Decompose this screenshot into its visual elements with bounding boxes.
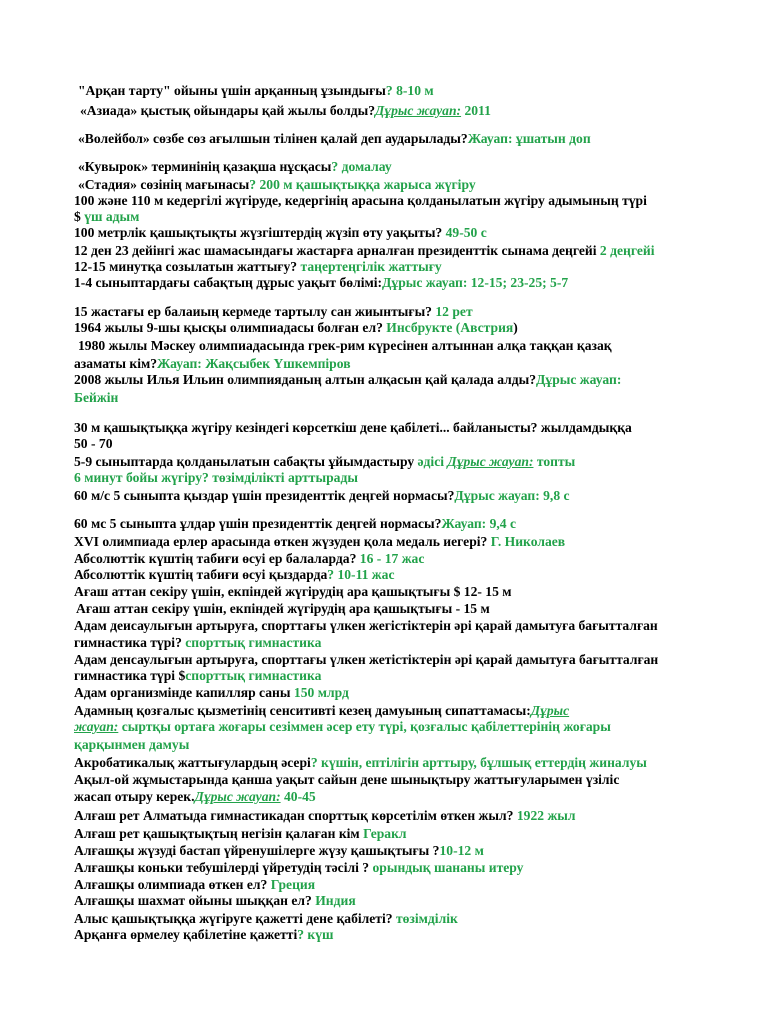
document-line <box>74 927 334 943</box>
document-line <box>74 304 473 320</box>
question-text: 5-9 сыныптарда қолданылатын сабақты ұйымдастыру <box>74 454 418 469</box>
document-line <box>74 488 570 504</box>
answer-text: Дұрыс жауап: <box>536 372 622 387</box>
question-text: Алыс қашықтыққа жүгіруге қажетті дене қабілеті? <box>74 911 393 926</box>
document-line <box>74 893 356 909</box>
question-text: Алғашқы коньки тебушілерді үйретудің тәсілі ? <box>74 860 370 875</box>
question-text: Адам денсаулығын артыруға, спорттағы үлкен жетістіктерін әрі қарай дамытуға бағытталған <box>74 652 659 667</box>
document-line <box>74 860 523 876</box>
question-text: 50 - 70 <box>74 436 113 451</box>
answer-text: ? домалау <box>331 159 392 174</box>
document-line <box>74 703 569 719</box>
answer-text: Индия <box>315 893 356 908</box>
question-text: 15 жастағы ер балаиың кермеде тартылу сан жиынтығы? <box>74 304 432 319</box>
question-text: Абсолюттік күштің табиғи өсуі қыздарда <box>74 567 328 582</box>
document-line <box>74 737 189 753</box>
document-line <box>74 618 658 634</box>
answer-text: 2011 <box>461 103 491 118</box>
answer-text: төзімділік <box>392 911 458 926</box>
question-text: «Стадия» сөзінің мағынасы <box>78 177 250 192</box>
document-line <box>74 685 349 701</box>
question-text: Ағаш аттан секіру үшін, екпіндей жүгірудің ара қашықтығы - 15 м <box>76 601 490 616</box>
answer-text: 2 деңгейі <box>596 243 655 258</box>
answer-text: Г. Николаев <box>487 534 566 549</box>
question-text: Алғашқы жүзуді бастап үйренушілерге жүзу қашықтығы ? <box>74 843 440 858</box>
document-line <box>74 843 484 859</box>
document-line <box>74 668 321 684</box>
document-line <box>74 243 655 259</box>
answer-text: 12 рет <box>431 304 473 319</box>
document-line <box>74 719 611 735</box>
document-line <box>74 877 315 893</box>
question-text: XVI олимпиада ерлер арасында өткен жүзуден қола медаль иегері? <box>74 534 488 549</box>
question-text: «Азиада» қыстық ойындары қай жылы болды? <box>80 103 376 118</box>
answer-text: ? 8-10 м <box>385 83 434 98</box>
answer-text: ? күш <box>297 927 334 942</box>
document-line <box>74 454 575 470</box>
question-text: 12-15 минутқа созылатын жаттығу? <box>74 259 298 274</box>
document-line <box>74 390 118 406</box>
answer-text: Жауап: 9,4 с <box>441 516 517 531</box>
answer-text: 150 млрд <box>293 685 349 700</box>
question-text: Ақыл-ой жұмыстарында қанша уақыт сайын дене шынықтыру жаттығуларымен үзіліс <box>74 772 620 787</box>
answer-text: 16 - 17 жас <box>356 551 425 566</box>
answer-text: Дұрыс жауап: 9,8 с <box>454 488 570 503</box>
answer-text: топты <box>533 454 576 469</box>
answer-text: әдісі <box>417 454 448 469</box>
question-text: 60 м/с 5 сыныпта қыздар үшін президенттік деңгей нормасы? <box>74 488 455 503</box>
question-text: Адамның қозғалыс қызметінің сенситивті кезең дамуының сипаттамасы: <box>74 703 531 718</box>
question-text: Алғаш рет Алматыда гимнастикадан спорттық көрсетілім өткен жыл? <box>74 808 514 823</box>
question-text: 2008 жылы Илья Ильин олимпияданың алтын алқасын қай қалада алды? <box>74 372 537 387</box>
question-text: 30 м қашықтыққа жүгіру кезіндегі көрсеткіш дене қабілеті... байланысты? жылдамдыққа <box>74 420 632 435</box>
document-line <box>76 601 490 617</box>
answer-text: орындық шананы итеру <box>369 860 524 875</box>
question-text: 1980 жылы Мәскеу олимпиадасында грек-рим күресінен алтыннан алқа таққан қазақ <box>78 338 612 353</box>
answer-text: спорттық гимнастика <box>185 668 322 683</box>
answer-text: 6 минут бойы жүгіру? төзімділікті арттырады <box>74 470 358 485</box>
answer-text: Дұрыс жауап: <box>447 454 534 469</box>
question-text: Абсолюттік күштің табиғи өсуі ер балаларда? <box>74 551 357 566</box>
document-line <box>74 320 518 336</box>
answer-text: ? күшін, ептілігін арттыру, бұлшық еттердің жиналуы <box>310 755 647 770</box>
document-line <box>74 755 647 771</box>
document-line <box>74 789 316 805</box>
question-text: гимнастика түрі? <box>74 635 182 650</box>
answer-text: спорттық гимнастика <box>181 635 322 650</box>
document-line <box>74 275 568 291</box>
document-line <box>74 567 395 583</box>
answer-text: 49-50 с <box>442 225 487 240</box>
answer-text: Дұрыс жауап: <box>194 789 281 804</box>
question-text: Ағаш аттан секіру үшін, екпіндей жүгірудің ара қашықтығы $ 12- 15 м <box>74 584 512 599</box>
document-line <box>74 534 565 550</box>
question-text: Алғаш рет қашықтықтың негізін қалаған кім <box>74 826 364 841</box>
question-text: гимнастика түрі $ <box>74 668 186 683</box>
question-text: 1964 жылы 9-шы қысқы олимпиадасы болған ел? <box>74 320 383 335</box>
document-line <box>74 372 621 388</box>
document-line <box>78 159 392 175</box>
answer-text: Жауап: Жақсыбек Үшкемпіров <box>157 356 351 371</box>
question-text: «Кувырок» терминінің қазақша нұсқасы <box>78 159 332 174</box>
document-line <box>74 209 139 225</box>
question-text: ) <box>513 320 518 335</box>
answer-text: таңертеңгілік жаттығу <box>297 259 442 274</box>
document-line <box>74 635 321 651</box>
document-line <box>74 225 487 241</box>
document-line <box>78 131 591 147</box>
document-line <box>74 420 632 436</box>
question-text: жасап отыру керек. <box>74 789 195 804</box>
answer-text: Дұрыс <box>530 703 570 718</box>
document-line <box>74 911 458 927</box>
question-text: 12 ден 23 дейінгі жас шамасындағы жастарға арналған президенттік сынама деңгейі <box>74 243 597 258</box>
document-line <box>74 259 442 275</box>
question-text: 100 және 110 м кедергілі жүгіруде, кедергінің арасына қолданылатын жүгіру адымының түрі <box>74 193 647 208</box>
answer-text: сыртқы ортаға жоғары сезіммен әсер ету түрі, қозғалыс қабілеттерінің жоғары <box>118 719 611 734</box>
answer-text: 1922 жыл <box>513 808 576 823</box>
answer-text: Дұрыс жауап: <box>375 103 462 118</box>
answer-text: ? 10-11 жас <box>327 567 395 582</box>
document-line <box>74 772 619 788</box>
answer-text: Бейжін <box>74 390 119 405</box>
answer-text: 40-45 <box>280 789 316 804</box>
answer-text: Греция <box>267 877 316 892</box>
document-line <box>78 177 476 193</box>
question-text: Адам деисаулығын артыруға, спорттағы үлкен жегістіктерін әрі қарай дамытуға бағытталған <box>74 618 658 633</box>
question-text: Адам организмінде капилляр саны <box>74 685 294 700</box>
question-text: Акробатикалық жаттығулардың әсері <box>74 755 311 770</box>
question-text: «Волейбол» сөзбе сөз ағылшын тілінен қалай деп аударылады? <box>78 131 468 146</box>
document-line <box>74 808 576 824</box>
answer-text: қарқынмен дамуы <box>74 737 190 752</box>
question-text: азаматы кім? <box>74 356 158 371</box>
document-line <box>74 551 424 567</box>
document-line <box>74 436 113 452</box>
question-text: Арқанға өрмелеу қабілетіне қажетті <box>74 927 298 942</box>
document-line <box>74 470 358 486</box>
answer-text: 10-12 м <box>439 843 484 858</box>
document-line <box>74 826 407 842</box>
document-line <box>80 103 491 119</box>
document-line <box>74 193 647 209</box>
answer-text: Геракл <box>363 826 407 841</box>
answer-text: үш адым <box>84 209 140 224</box>
answer-text: Дұрыс жауап: 12-15; 23-25; 5-7 <box>382 275 569 290</box>
answer-text: Инсбрукте (Австрия <box>382 320 514 335</box>
question-text: Алғашқы шахмат ойыны шыққан ел? <box>74 893 316 908</box>
document-line <box>74 652 658 668</box>
question-text: 1-4 сыныптардағы сабақтың дұрыс уақыт бөлімі: <box>74 275 383 290</box>
question-text: 60 мс 5 сыныпта ұлдар үшін президенттік деңгей нормасы? <box>74 516 442 531</box>
answer-text: жауап: <box>74 719 119 734</box>
answer-text: Жауап: ұшатын доп <box>467 131 591 146</box>
question-text: 100 метрлік қашықтықты жүзгіштердің жүзіп өту уақыты? <box>74 225 443 240</box>
document-line <box>78 338 612 354</box>
question-text: Алғашқы олимпиада өткен ел? <box>74 877 268 892</box>
document-line <box>74 516 516 532</box>
answer-text: ? 200 м қашықтыққа жарыса жүгіру <box>249 177 476 192</box>
question-text: "Арқан тарту" ойыны үшін арқанның ұзындығы <box>78 83 386 98</box>
question-text: $ <box>74 209 85 224</box>
document-line <box>74 356 351 372</box>
document-line <box>74 584 512 600</box>
document-line <box>78 83 434 99</box>
